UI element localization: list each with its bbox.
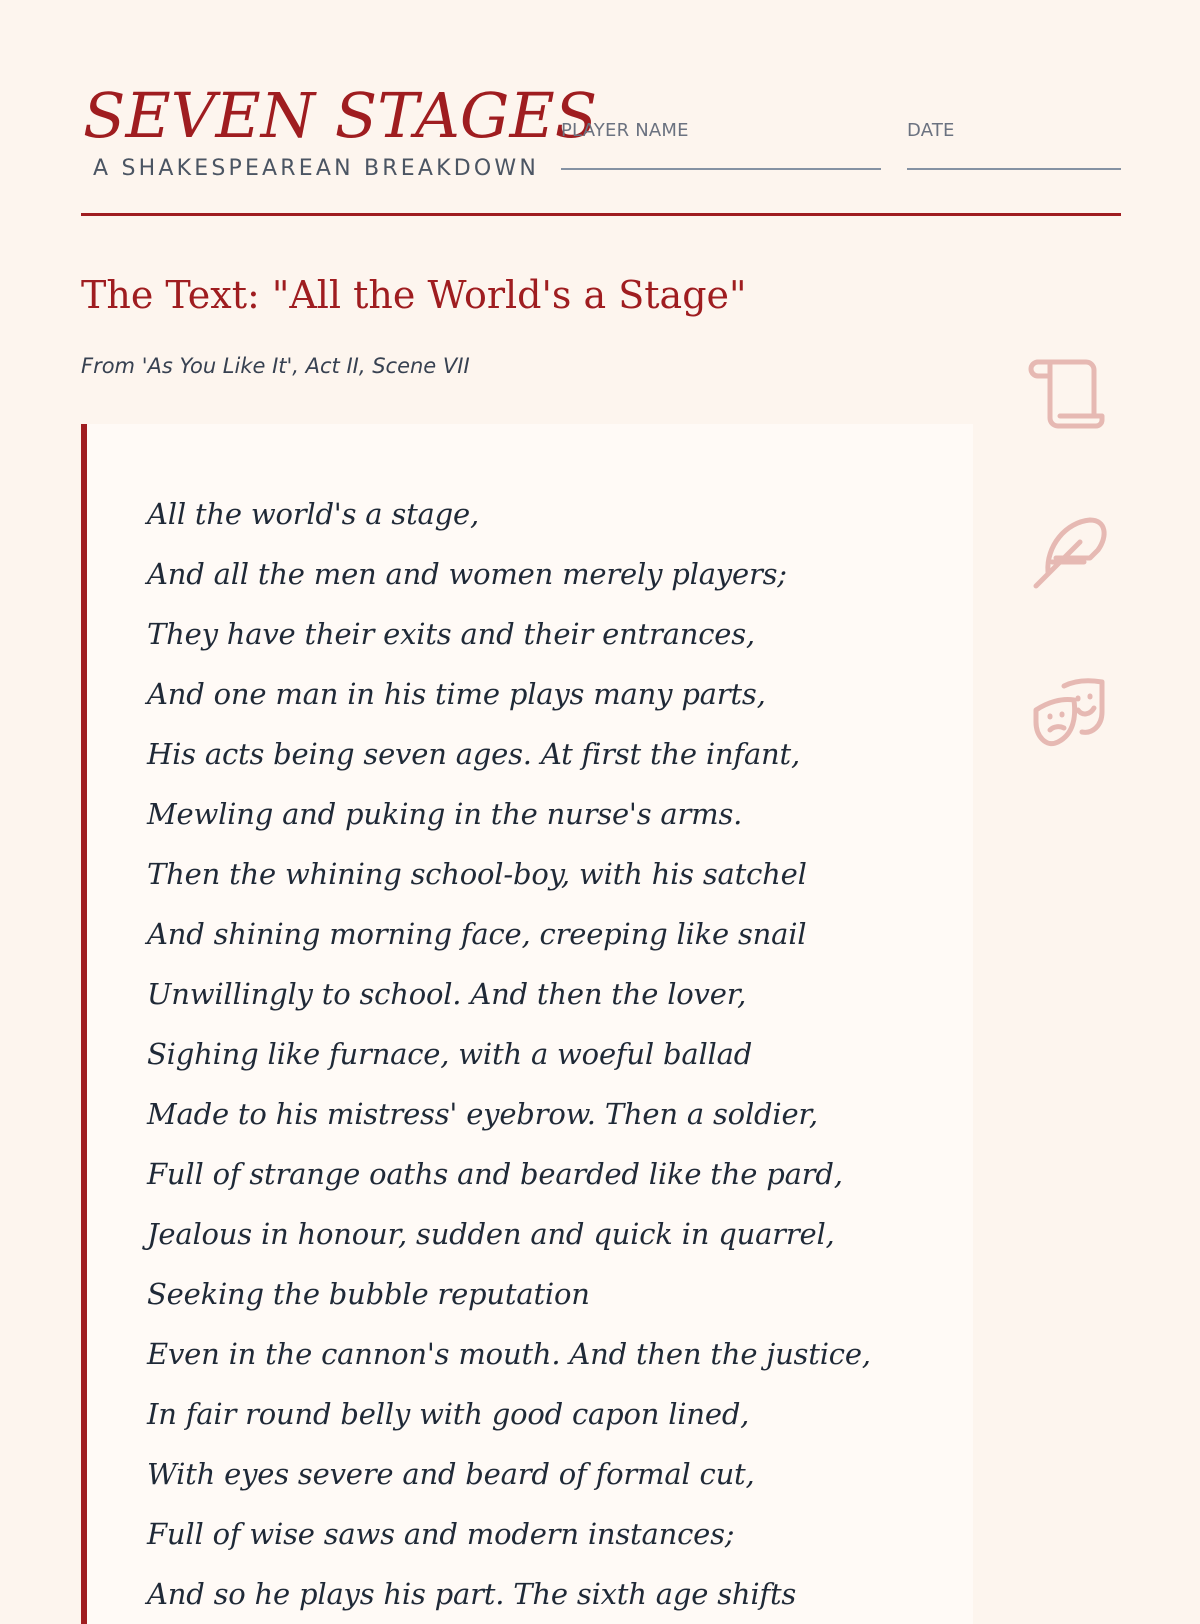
date-label: DATE (907, 120, 955, 141)
header-divider (81, 213, 1121, 216)
poem-line: In fair round belly with good capon lined, (147, 1397, 750, 1431)
poem-line: Sighing like furnace, with a woeful ballad (147, 1037, 753, 1071)
poem-line: Mewling and puking in the nurse's arms. (147, 797, 743, 831)
poem-line: Full of strange oaths and bearded like the pard, (147, 1157, 843, 1191)
poem-line: Seeking the bubble reputation (147, 1277, 590, 1311)
player-name-label: PLAYER NAME (561, 120, 689, 141)
poem-line: Jealous in honour, sudden and quick in quarrel, (147, 1217, 835, 1251)
poem-line: All the world's a stage, (147, 497, 479, 531)
poem-line: And so he plays his part. The sixth age shifts (147, 1577, 797, 1611)
poem-line: And shining morning face, creeping like snail (147, 917, 807, 951)
poem-line: Full of wise saws and modern instances; (147, 1517, 735, 1551)
poem-line: And all the men and women merely players; (147, 557, 787, 591)
player-name-field[interactable] (561, 120, 881, 170)
player-name-underline (561, 168, 881, 170)
section-source: From 'As You Like It', Act II, Scene VII (81, 354, 470, 378)
date-field[interactable] (907, 120, 1121, 170)
poem-line: Made to his mistress' eyebrow. Then a soldier, (147, 1097, 818, 1131)
poem-line: And one man in his time plays many parts, (147, 677, 766, 711)
quill-icon (1028, 512, 1108, 592)
poem-line: They have their exits and their entrances, (147, 617, 755, 651)
page-header (81, 79, 1121, 216)
page-subtitle: A SHAKESPEAREAN BREAKDOWN (93, 156, 540, 181)
page-title: SEVEN STAGES (83, 79, 598, 152)
poem-line: Even in the cannon's mouth. And then the justice, (147, 1337, 871, 1371)
poem-card (81, 424, 973, 1624)
theater-masks-icon (1028, 672, 1108, 752)
poem-lines (147, 484, 871, 1624)
poem-line: His acts being seven ages. At first the infant, (147, 737, 800, 771)
poem-line: With eyes severe and beard of formal cut, (147, 1457, 755, 1491)
scroll-icon (1028, 354, 1108, 434)
poem-line: Then the whining school-boy, with his satchel (147, 857, 807, 891)
poem-line: Unwillingly to school. And then the lover, (147, 977, 747, 1011)
section-title: The Text: "All the World's a Stage" (81, 273, 747, 317)
date-underline (907, 168, 1121, 170)
